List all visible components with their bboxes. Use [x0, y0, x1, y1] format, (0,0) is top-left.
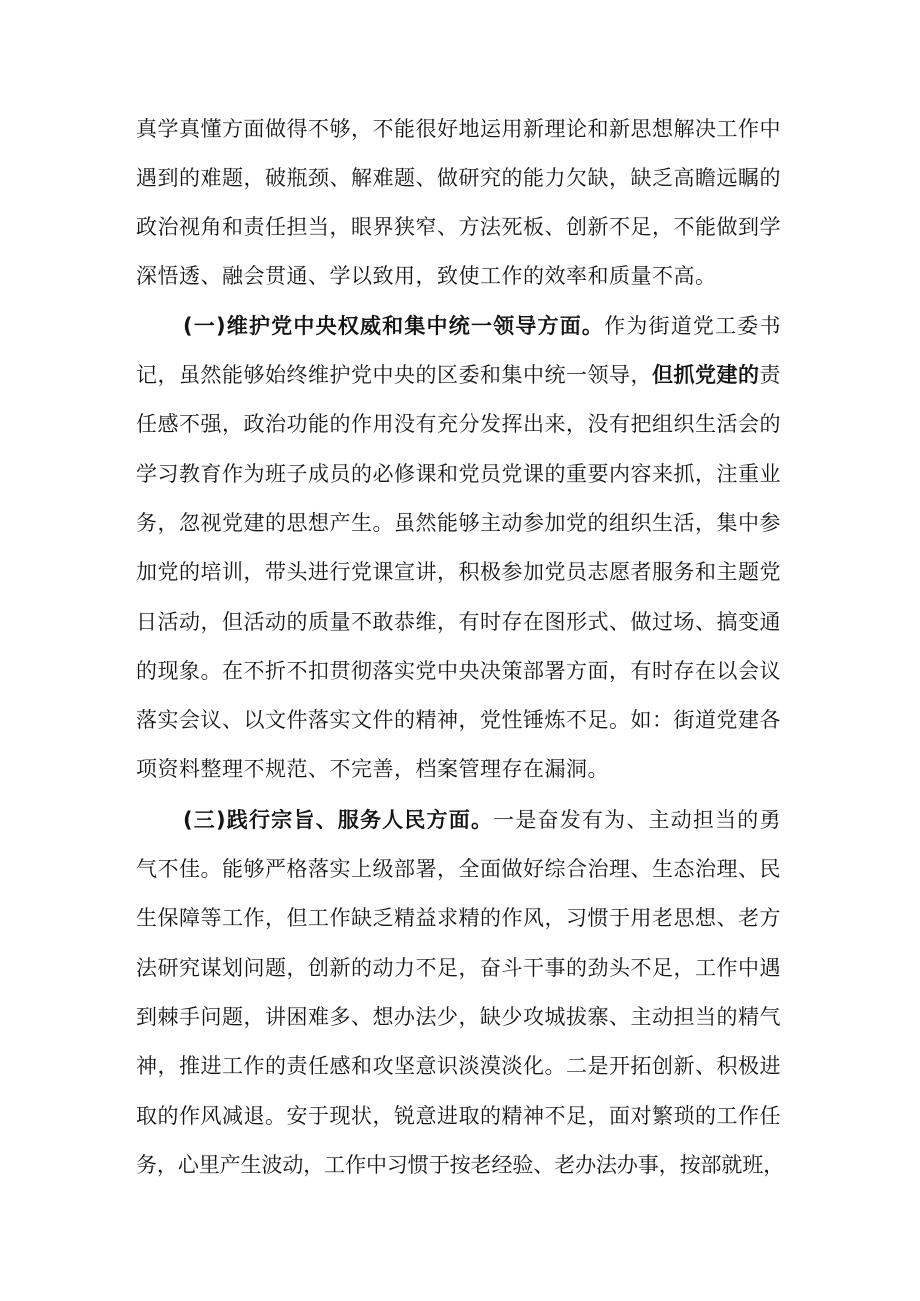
text-segment: 法研究谋划问题，创新的动力不足，奋斗干事的劲头不足，工作中遇 [136, 956, 781, 980]
text-segment: 责 [759, 363, 781, 387]
text-line [136, 457, 781, 491]
text-line [136, 852, 781, 886]
text-segment: 项资料整理不规范、不完善，档案管理存在漏洞。 [136, 757, 609, 781]
bold-text-segment: 但抓党建的 [652, 363, 760, 387]
text-segment: 任感不强，政治功能的作用没有充分发挥出来，没有把组织生活会的 [136, 412, 781, 436]
text-line [136, 605, 781, 639]
text-segment: 政治视角和责任担当，眼界狭窄、方法死板、创新不足，不能做到学 [136, 215, 781, 239]
text-segment: 生保障等工作，但工作缺乏精益求精的作风，习惯于用老思想、老方 [136, 906, 781, 930]
text-line [136, 1000, 781, 1034]
text-line [136, 654, 781, 688]
text-line [136, 259, 781, 293]
text-segment: 记，虽然能够始终维护党中央的区委和集中统一领导， [136, 363, 652, 387]
text-segment: 作为街道党工委书 [604, 314, 781, 338]
text-line [136, 506, 781, 540]
text-segment: 遇到的难题，破瓶颈、解难题、做研究的能力欠缺，缺乏高瞻远瞩的 [136, 166, 781, 190]
section-heading: (三)践行宗旨、服务人民方面。 [183, 808, 494, 832]
text-segment: 气不佳。能够严格落实上级部署，全面做好综合治理、生态治理、民 [136, 857, 781, 881]
text-line [136, 210, 781, 244]
text-line [136, 1148, 784, 1182]
text-line [136, 161, 781, 195]
text-segment: 务，心里产生波动，工作中习惯于按老经验、老办法办事，按部就班， [136, 1153, 784, 1177]
text-line [136, 358, 781, 392]
text-line [136, 555, 781, 589]
section-heading-line [183, 803, 781, 837]
text-line [136, 1099, 781, 1133]
section-heading: (一)维护党中央权威和集中统一领导方面。 [183, 314, 605, 338]
text-line [136, 1049, 781, 1083]
text-segment: 真学真懂方面做得不够，不能很好地运用新理论和新思想解决工作中 [136, 117, 781, 141]
text-segment: 日活动，但活动的质量不敢恭维，有时存在图形式、做过场、搞变通 [136, 610, 781, 634]
text-line [136, 752, 781, 786]
text-line [136, 407, 781, 441]
text-segment: 神，推进工作的责任感和攻坚意识淡漠淡化。二是开拓创新、积极进 [136, 1054, 781, 1078]
text-segment: 到棘手问题，讲困难多、想办法少，缺少攻城拔寨、主动担当的精气 [136, 1005, 781, 1029]
text-line [136, 951, 781, 985]
text-segment: 落实会议、以文件落实文件的精神，党性锤炼不足。如：街道党建各 [136, 708, 781, 732]
text-segment: 取的作风减退。安于现状，锐意进取的精神不足，面对繁琐的工作任 [136, 1104, 781, 1128]
text-segment: 深悟透、融会贯通、学以致用，致使工作的效率和质量不高。 [136, 264, 717, 288]
text-line [136, 901, 781, 935]
text-segment: 的现象。在不折不扣贯彻落实党中央决策部署方面，有时存在以会议 [136, 659, 781, 683]
text-line [136, 703, 781, 737]
text-segment: 加党的培训，带头进行党课宣讲，积极参加党员志愿者服务和主题党 [136, 560, 781, 584]
text-line [136, 112, 781, 146]
text-segment: 学习教育作为班子成员的必修课和党员党课的重要内容来抓，注重业 [136, 462, 781, 486]
text-segment: 务，忽视党建的思想产生。虽然能够主动参加党的组织生活，集中参 [136, 511, 781, 535]
text-segment: 一是奋发有为、主动担当的勇 [493, 808, 781, 832]
section-heading-line [183, 309, 781, 343]
